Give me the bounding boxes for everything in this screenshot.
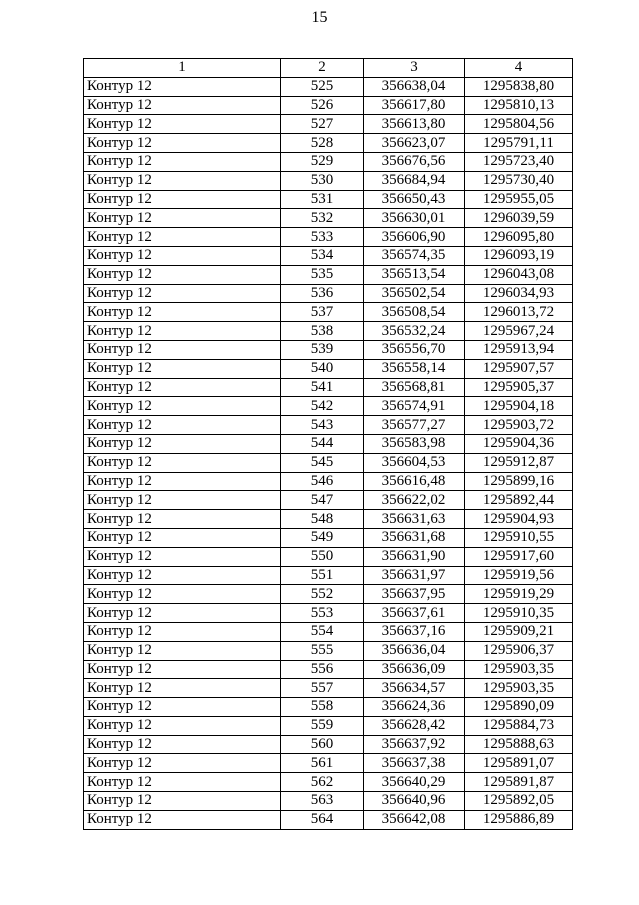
table-row xyxy=(84,228,573,247)
y-coordinate-cell: 1295910,55 xyxy=(465,528,573,547)
x-coordinate-cell: 356631,68 xyxy=(364,528,465,547)
table-row xyxy=(84,698,573,717)
contour-name-cell: Контур 12 xyxy=(84,378,281,397)
contour-name-cell: Контур 12 xyxy=(84,735,281,754)
point-number-cell: 551 xyxy=(281,566,364,585)
x-coordinate-cell: 356616,48 xyxy=(364,472,465,491)
point-number-cell: 563 xyxy=(281,792,364,811)
x-coordinate-cell: 356640,29 xyxy=(364,773,465,792)
contour-name-cell: Контур 12 xyxy=(84,303,281,322)
table-row xyxy=(84,134,573,153)
table-row xyxy=(84,265,573,284)
table-row xyxy=(84,171,573,190)
point-number-cell: 527 xyxy=(281,115,364,134)
contour-name-cell: Контур 12 xyxy=(84,190,281,209)
point-number-cell: 559 xyxy=(281,716,364,735)
point-number-cell: 554 xyxy=(281,622,364,641)
y-coordinate-cell: 1295906,37 xyxy=(465,641,573,660)
table-row xyxy=(84,378,573,397)
y-coordinate-cell: 1295891,87 xyxy=(465,773,573,792)
table-row xyxy=(84,77,573,96)
point-number-cell: 537 xyxy=(281,303,364,322)
table-row xyxy=(84,190,573,209)
x-coordinate-cell: 356684,94 xyxy=(364,171,465,190)
table-row xyxy=(84,472,573,491)
x-coordinate-cell: 356640,96 xyxy=(364,792,465,811)
contour-name-cell: Контур 12 xyxy=(84,716,281,735)
contour-name-cell: Контур 12 xyxy=(84,773,281,792)
x-coordinate-cell: 356583,98 xyxy=(364,434,465,453)
y-coordinate-cell: 1295904,36 xyxy=(465,434,573,453)
y-coordinate-cell: 1295904,93 xyxy=(465,510,573,529)
table-row xyxy=(84,622,573,641)
point-number-cell: 546 xyxy=(281,472,364,491)
y-coordinate-cell: 1295892,44 xyxy=(465,491,573,510)
y-coordinate-cell: 1295919,29 xyxy=(465,585,573,604)
contour-name-cell: Контур 12 xyxy=(84,453,281,472)
column-header-3: 3 xyxy=(364,59,465,78)
x-coordinate-cell: 356502,54 xyxy=(364,284,465,303)
contour-name-cell: Контур 12 xyxy=(84,134,281,153)
table-row xyxy=(84,246,573,265)
contour-name-cell: Контур 12 xyxy=(84,359,281,378)
point-number-cell: 531 xyxy=(281,190,364,209)
y-coordinate-cell: 1296039,59 xyxy=(465,209,573,228)
y-coordinate-cell: 1295903,35 xyxy=(465,679,573,698)
point-number-cell: 536 xyxy=(281,284,364,303)
x-coordinate-cell: 356577,27 xyxy=(364,416,465,435)
contour-name-cell: Контур 12 xyxy=(84,679,281,698)
y-coordinate-cell: 1295919,56 xyxy=(465,566,573,585)
x-coordinate-cell: 356568,81 xyxy=(364,378,465,397)
y-coordinate-cell: 1296013,72 xyxy=(465,303,573,322)
x-coordinate-cell: 356634,57 xyxy=(364,679,465,698)
x-coordinate-cell: 356631,63 xyxy=(364,510,465,529)
y-coordinate-cell: 1295910,35 xyxy=(465,604,573,623)
x-coordinate-cell: 356637,95 xyxy=(364,585,465,604)
x-coordinate-cell: 356676,56 xyxy=(364,152,465,171)
point-number-cell: 558 xyxy=(281,698,364,717)
contour-name-cell: Контур 12 xyxy=(84,566,281,585)
point-number-cell: 538 xyxy=(281,322,364,341)
x-coordinate-cell: 356642,08 xyxy=(364,810,465,829)
contour-name-cell: Контур 12 xyxy=(84,340,281,359)
y-coordinate-cell: 1295905,37 xyxy=(465,378,573,397)
point-number-cell: 530 xyxy=(281,171,364,190)
contour-name-cell: Контур 12 xyxy=(84,209,281,228)
table-row xyxy=(84,397,573,416)
x-coordinate-cell: 356556,70 xyxy=(364,340,465,359)
table-header-row xyxy=(84,59,573,78)
page-number: 15 xyxy=(311,9,328,26)
contour-name-cell: Контур 12 xyxy=(84,416,281,435)
point-number-cell: 545 xyxy=(281,453,364,472)
point-number-cell: 541 xyxy=(281,378,364,397)
point-number-cell: 543 xyxy=(281,416,364,435)
point-number-cell: 525 xyxy=(281,77,364,96)
x-coordinate-cell: 356604,53 xyxy=(364,453,465,472)
x-coordinate-cell: 356631,97 xyxy=(364,566,465,585)
point-number-cell: 548 xyxy=(281,510,364,529)
contour-name-cell: Контур 12 xyxy=(84,265,281,284)
table-row xyxy=(84,491,573,510)
point-number-cell: 532 xyxy=(281,209,364,228)
y-coordinate-cell: 1295888,63 xyxy=(465,735,573,754)
table-row xyxy=(84,96,573,115)
contour-name-cell: Контур 12 xyxy=(84,641,281,660)
contour-name-cell: Контур 12 xyxy=(84,754,281,773)
x-coordinate-cell: 356637,61 xyxy=(364,604,465,623)
y-coordinate-cell: 1295903,35 xyxy=(465,660,573,679)
contour-name-cell: Контур 12 xyxy=(84,810,281,829)
x-coordinate-cell: 356513,54 xyxy=(364,265,465,284)
y-coordinate-cell: 1295909,21 xyxy=(465,622,573,641)
y-coordinate-cell: 1295917,60 xyxy=(465,547,573,566)
point-number-cell: 534 xyxy=(281,246,364,265)
point-number-cell: 555 xyxy=(281,641,364,660)
table-row xyxy=(84,284,573,303)
point-number-cell: 561 xyxy=(281,754,364,773)
contour-name-cell: Контур 12 xyxy=(84,585,281,604)
contour-name-cell: Контур 12 xyxy=(84,397,281,416)
y-coordinate-cell: 1295912,87 xyxy=(465,453,573,472)
point-number-cell: 533 xyxy=(281,228,364,247)
point-number-cell: 526 xyxy=(281,96,364,115)
x-coordinate-cell: 356574,35 xyxy=(364,246,465,265)
y-coordinate-cell: 1295810,13 xyxy=(465,96,573,115)
table-row xyxy=(84,641,573,660)
x-coordinate-cell: 356630,01 xyxy=(364,209,465,228)
contour-name-cell: Контур 12 xyxy=(84,434,281,453)
y-coordinate-cell: 1295899,16 xyxy=(465,472,573,491)
x-coordinate-cell: 356624,36 xyxy=(364,698,465,717)
table-row xyxy=(84,510,573,529)
contour-name-cell: Контур 12 xyxy=(84,228,281,247)
y-coordinate-cell: 1295730,40 xyxy=(465,171,573,190)
table-row xyxy=(84,340,573,359)
y-coordinate-cell: 1295804,56 xyxy=(465,115,573,134)
y-coordinate-cell: 1295791,11 xyxy=(465,134,573,153)
contour-name-cell: Контур 12 xyxy=(84,792,281,811)
contour-name-cell: Контур 12 xyxy=(84,547,281,566)
y-coordinate-cell: 1295904,18 xyxy=(465,397,573,416)
x-coordinate-cell: 356606,90 xyxy=(364,228,465,247)
x-coordinate-cell: 356574,91 xyxy=(364,397,465,416)
contour-name-cell: Контур 12 xyxy=(84,604,281,623)
y-coordinate-cell: 1295838,80 xyxy=(465,77,573,96)
contour-name-cell: Контур 12 xyxy=(84,622,281,641)
x-coordinate-cell: 356631,90 xyxy=(364,547,465,566)
point-number-cell: 553 xyxy=(281,604,364,623)
contour-name-cell: Контур 12 xyxy=(84,115,281,134)
x-coordinate-cell: 356636,04 xyxy=(364,641,465,660)
point-number-cell: 550 xyxy=(281,547,364,566)
contour-name-cell: Контур 12 xyxy=(84,660,281,679)
x-coordinate-cell: 356637,92 xyxy=(364,735,465,754)
y-coordinate-cell: 1295723,40 xyxy=(465,152,573,171)
contour-name-cell: Контур 12 xyxy=(84,510,281,529)
table-row xyxy=(84,416,573,435)
contour-name-cell: Контур 12 xyxy=(84,246,281,265)
coordinates-table xyxy=(83,58,573,830)
y-coordinate-cell: 1296043,08 xyxy=(465,265,573,284)
table-row xyxy=(84,716,573,735)
y-coordinate-cell: 1295884,73 xyxy=(465,716,573,735)
contour-name-cell: Контур 12 xyxy=(84,322,281,341)
contour-name-cell: Контур 12 xyxy=(84,284,281,303)
table-row xyxy=(84,566,573,585)
table-row xyxy=(84,359,573,378)
table-row xyxy=(84,115,573,134)
x-coordinate-cell: 356636,09 xyxy=(364,660,465,679)
y-coordinate-cell: 1295955,05 xyxy=(465,190,573,209)
table-row xyxy=(84,604,573,623)
y-coordinate-cell: 1295967,24 xyxy=(465,322,573,341)
table-row xyxy=(84,209,573,228)
point-number-cell: 529 xyxy=(281,152,364,171)
contour-name-cell: Контур 12 xyxy=(84,152,281,171)
table-row xyxy=(84,735,573,754)
point-number-cell: 528 xyxy=(281,134,364,153)
table-row xyxy=(84,152,573,171)
x-coordinate-cell: 356508,54 xyxy=(364,303,465,322)
table-row xyxy=(84,434,573,453)
table-row xyxy=(84,585,573,604)
point-number-cell: 544 xyxy=(281,434,364,453)
point-number-cell: 556 xyxy=(281,660,364,679)
x-coordinate-cell: 356637,38 xyxy=(364,754,465,773)
table-row xyxy=(84,303,573,322)
point-number-cell: 535 xyxy=(281,265,364,284)
y-coordinate-cell: 1295886,89 xyxy=(465,810,573,829)
contour-name-cell: Контур 12 xyxy=(84,77,281,96)
point-number-cell: 552 xyxy=(281,585,364,604)
table-row xyxy=(84,773,573,792)
y-coordinate-cell: 1295890,09 xyxy=(465,698,573,717)
point-number-cell: 547 xyxy=(281,491,364,510)
x-coordinate-cell: 356617,80 xyxy=(364,96,465,115)
contour-name-cell: Контур 12 xyxy=(84,472,281,491)
table-row xyxy=(84,528,573,547)
point-number-cell: 560 xyxy=(281,735,364,754)
y-coordinate-cell: 1296093,19 xyxy=(465,246,573,265)
table-row xyxy=(84,679,573,698)
point-number-cell: 557 xyxy=(281,679,364,698)
table-row xyxy=(84,547,573,566)
table-row xyxy=(84,810,573,829)
table-body xyxy=(84,77,573,829)
column-header-4: 4 xyxy=(465,59,573,78)
y-coordinate-cell: 1295892,05 xyxy=(465,792,573,811)
point-number-cell: 539 xyxy=(281,340,364,359)
x-coordinate-cell: 356622,02 xyxy=(364,491,465,510)
x-coordinate-cell: 356613,80 xyxy=(364,115,465,134)
y-coordinate-cell: 1295891,07 xyxy=(465,754,573,773)
x-coordinate-cell: 356638,04 xyxy=(364,77,465,96)
point-number-cell: 549 xyxy=(281,528,364,547)
x-coordinate-cell: 356650,43 xyxy=(364,190,465,209)
contour-name-cell: Контур 12 xyxy=(84,491,281,510)
contour-name-cell: Контур 12 xyxy=(84,96,281,115)
y-coordinate-cell: 1295913,94 xyxy=(465,340,573,359)
table-row xyxy=(84,322,573,341)
contour-name-cell: Контур 12 xyxy=(84,698,281,717)
x-coordinate-cell: 356623,07 xyxy=(364,134,465,153)
y-coordinate-cell: 1296095,80 xyxy=(465,228,573,247)
x-coordinate-cell: 356558,14 xyxy=(364,359,465,378)
point-number-cell: 564 xyxy=(281,810,364,829)
y-coordinate-cell: 1295907,57 xyxy=(465,359,573,378)
y-coordinate-cell: 1296034,93 xyxy=(465,284,573,303)
table-row xyxy=(84,660,573,679)
point-number-cell: 562 xyxy=(281,773,364,792)
contour-name-cell: Контур 12 xyxy=(84,528,281,547)
x-coordinate-cell: 356637,16 xyxy=(364,622,465,641)
point-number-cell: 542 xyxy=(281,397,364,416)
y-coordinate-cell: 1295903,72 xyxy=(465,416,573,435)
contour-name-cell: Контур 12 xyxy=(84,171,281,190)
column-header-2: 2 xyxy=(281,59,364,78)
table-row xyxy=(84,453,573,472)
table-row xyxy=(84,754,573,773)
table-row xyxy=(84,792,573,811)
point-number-cell: 540 xyxy=(281,359,364,378)
column-header-1: 1 xyxy=(84,59,281,78)
x-coordinate-cell: 356532,24 xyxy=(364,322,465,341)
x-coordinate-cell: 356628,42 xyxy=(364,716,465,735)
